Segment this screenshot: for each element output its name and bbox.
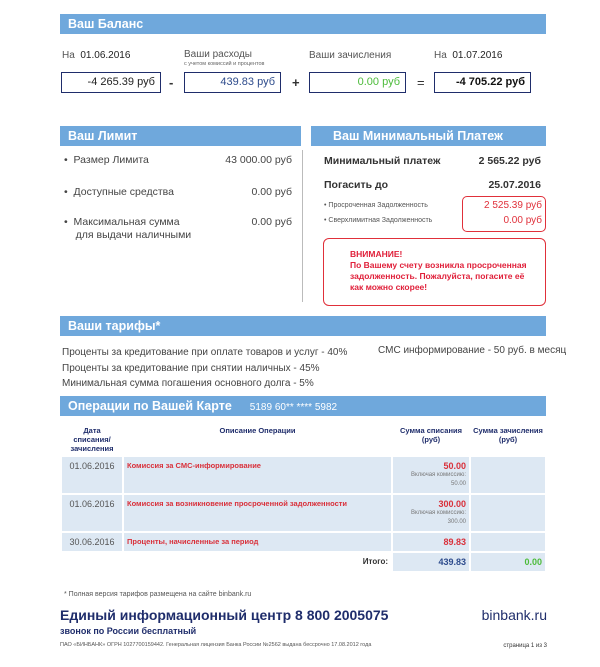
free-call: звонок по России бесплатный [60,626,197,636]
due-date-value: 25.07.2016 [488,179,541,191]
fee-amount: 50.00 [450,481,466,487]
table-row [62,533,545,551]
row-debit [393,457,469,493]
row-credit [471,495,545,531]
equals-sign: = [417,75,425,90]
end-date: 01.07.2016 [452,50,503,61]
due-date-label: Погасить до [324,179,389,191]
limit-size-label: Размер Лимита [73,154,149,166]
limit-header: Ваш Лимит [60,126,301,146]
expenses-label: Ваши расходы [184,49,252,60]
overlimit-value: 0.00 руб [503,215,542,226]
total-credit: 0.00 [471,553,545,571]
row-desc: Комиссия за возникновение просроченной задолженности [124,495,391,531]
page-number: страница 1 из 3 [503,643,547,649]
fee-label: Включая комиссию: [411,472,466,478]
tariff-lines [62,345,347,392]
legal-text: ПАО «БИНБАНК» ОГРН 1027700159442. Генеральная лицензия Банка России №2562 выдана бессрочно 17.08.2012 года [60,642,372,648]
operations-header [60,396,546,416]
totals-row [62,553,545,571]
row-credit [471,457,545,493]
limit-size: • Размер Лимита [64,154,149,166]
sms-tariff: СМС информирование - 50 руб. в месяц [378,345,567,356]
start-date: 01.06.2016 [80,50,131,61]
warning-text: По Вашему счету возникла просроченная задолженность. Пожалуйста, погасите её как можно скорее! [350,260,527,292]
total-label: Итого: [362,557,388,566]
operations-title: Операции по Вашей Карте [68,399,232,413]
col-debit: Сумма списания (руб) [399,426,462,444]
end-date-label [434,50,502,61]
start-prefix: На [62,50,75,61]
tariffs-note: * Полная версия тарифов размещена на сайте binbank.ru [64,591,252,598]
row-debit: 89.83 [393,533,469,551]
table-row [62,495,545,531]
cash-limit: • Максимальная сумма для выдачи наличными [64,216,192,241]
warning-title: ВНИМАНИЕ! [350,249,403,259]
balance-header: Ваш Баланс [60,14,546,34]
total-debit: 439.83 [393,553,469,571]
debit-amount: 300.00 [438,499,466,509]
divider [302,150,303,302]
card-number: 5189 60** **** 5982 [249,402,338,413]
row-date: 01.06.2016 [62,495,122,531]
site-link[interactable]: binbank.ru [481,607,547,623]
expenses-value: 439.83 руб [184,72,281,93]
credits-label: Ваши зачисления [309,50,392,61]
overdue-value: 2 525.39 руб [484,200,542,211]
warning-box [323,238,546,306]
table-header [62,424,545,455]
fee-label: Включая комиссию: [411,510,466,516]
cash-limit-label2: для выдачи наличными [75,229,192,241]
debit-amount: 50.00 [443,461,466,471]
limit-size-value: 43 000.00 руб [225,154,292,166]
end-prefix: На [434,50,447,61]
tariff-line: Проценты за кредитование при оплате товаров и услуг - 40% [62,347,348,358]
overlimit-text: Сверхлимитная Задолженность [328,217,433,224]
row-credit [471,533,545,551]
col-description: Описание Операции [219,426,296,435]
credits-value: 0.00 руб [309,72,406,93]
min-payment-value: 2 565.22 руб [478,155,541,167]
operations-table [60,422,547,573]
cash-limit-label: Максимальная сумма [73,216,180,228]
expenses-sublabel: с учетом комиссий и процентов [184,61,265,67]
min-payment-header: Ваш Минимальный Платеж [311,126,546,146]
overdue-text: Просроченная Задолженность [328,202,428,209]
row-date: 01.06.2016 [62,457,122,493]
col-credit: Сумма зачисления (руб) [473,426,543,444]
available-funds: • Доступные средства [64,186,174,198]
min-payment-label: Минимальный платеж [324,155,441,167]
cash-limit-value: 0.00 руб [251,216,292,228]
available-label: Доступные средства [73,186,174,198]
overdue-label: • Просроченная Задолженность [324,202,428,209]
row-debit [393,495,469,531]
row-desc: Проценты, начисленные за период [124,533,391,551]
row-desc: Комиссия за СМС-информирование [124,457,391,493]
plus-sign: + [292,75,300,90]
tariff-line: Проценты за кредитование при снятии наличных - 45% [62,362,320,374]
available-value: 0.00 руб [251,186,292,198]
col-date: Дата списания/ зачисления [70,426,114,453]
start-date-label [62,50,130,61]
end-balance: -4 705.22 руб [434,72,531,93]
info-center: Единый информационный центр 8 800 2005075 [60,607,389,623]
row-date: 30.06.2016 [62,533,122,551]
overlimit-label: • Сверхлимитная Задолженность [324,217,433,224]
tariffs-header: Ваши тарифы* [60,316,546,336]
fee-amount: 300.00 [447,519,466,525]
minus-sign: - [169,75,174,90]
tariff-line: Минимальная сумма погашения основного долга - 5% [62,378,314,389]
start-balance: -4 265.39 руб [61,72,161,93]
table-row [62,457,545,493]
